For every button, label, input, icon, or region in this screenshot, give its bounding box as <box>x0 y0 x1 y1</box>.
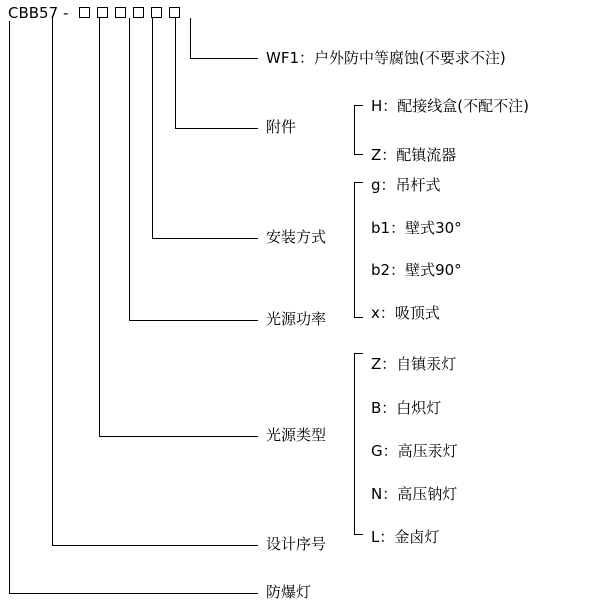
leader-line-wf1-vertical <box>190 18 191 58</box>
brace-source-type <box>354 353 363 535</box>
leader-line-source-type-vertical <box>99 18 100 436</box>
leader-line-lamp-horizontal <box>9 593 258 594</box>
brace-mounting <box>354 182 363 318</box>
leader-line-serial-vertical <box>52 18 53 545</box>
leader-line-power-horizontal <box>129 320 258 321</box>
branch-label-source-type: 光源类型 <box>266 426 327 444</box>
code-placeholder-1 <box>79 7 90 18</box>
leader-line-source-type-horizontal <box>99 436 258 437</box>
accessory-option-z: Z：配镇流器 <box>371 146 457 164</box>
branch-label-wf1: WF1：户外防中等腐蚀(不要求不注) <box>266 49 506 67</box>
leader-line-lamp-vertical <box>9 21 10 593</box>
branch-label-serial: 设计序号 <box>266 535 327 553</box>
source-type-option-l: L：金卤灯 <box>371 528 440 546</box>
code-placeholder-2 <box>97 7 108 18</box>
leader-line-wf1-horizontal <box>190 58 258 59</box>
branch-label-accessory: 附件 <box>266 118 297 136</box>
leader-line-mounting-vertical <box>152 18 153 238</box>
code-placeholder-4 <box>133 7 144 18</box>
source-type-option-n: N：高压钠灯 <box>371 485 458 503</box>
source-type-option-z: Z：自镇汞灯 <box>371 355 457 373</box>
mounting-option-b1: b1：壁式30° <box>371 219 462 237</box>
leader-line-accessory-vertical <box>175 18 176 128</box>
code-prefix: CBB57 <box>8 4 59 22</box>
code-placeholder-3 <box>115 7 126 18</box>
branch-label-lamp: 防爆灯 <box>266 583 312 601</box>
branch-label-power: 光源功率 <box>266 310 327 328</box>
leader-line-power-vertical <box>129 18 130 320</box>
leader-line-serial-horizontal <box>52 545 258 546</box>
mounting-option-x: x：吸顶式 <box>371 304 440 322</box>
branch-label-mounting: 安装方式 <box>266 228 327 246</box>
code-dash: - <box>63 4 69 22</box>
brace-accessory <box>354 105 363 155</box>
mounting-option-g: g：吊杆式 <box>371 176 441 194</box>
source-type-option-g: G：高压汞灯 <box>371 442 458 460</box>
code-placeholder-5 <box>151 7 162 18</box>
leader-line-accessory-horizontal <box>175 128 258 129</box>
code-placeholder-6 <box>169 7 180 18</box>
source-type-option-b: B：白炽灯 <box>371 399 442 417</box>
leader-line-mounting-horizontal <box>152 238 258 239</box>
accessory-option-h: H：配接线盒(不配不注) <box>371 97 529 115</box>
mounting-option-b2: b2：壁式90° <box>371 261 462 279</box>
